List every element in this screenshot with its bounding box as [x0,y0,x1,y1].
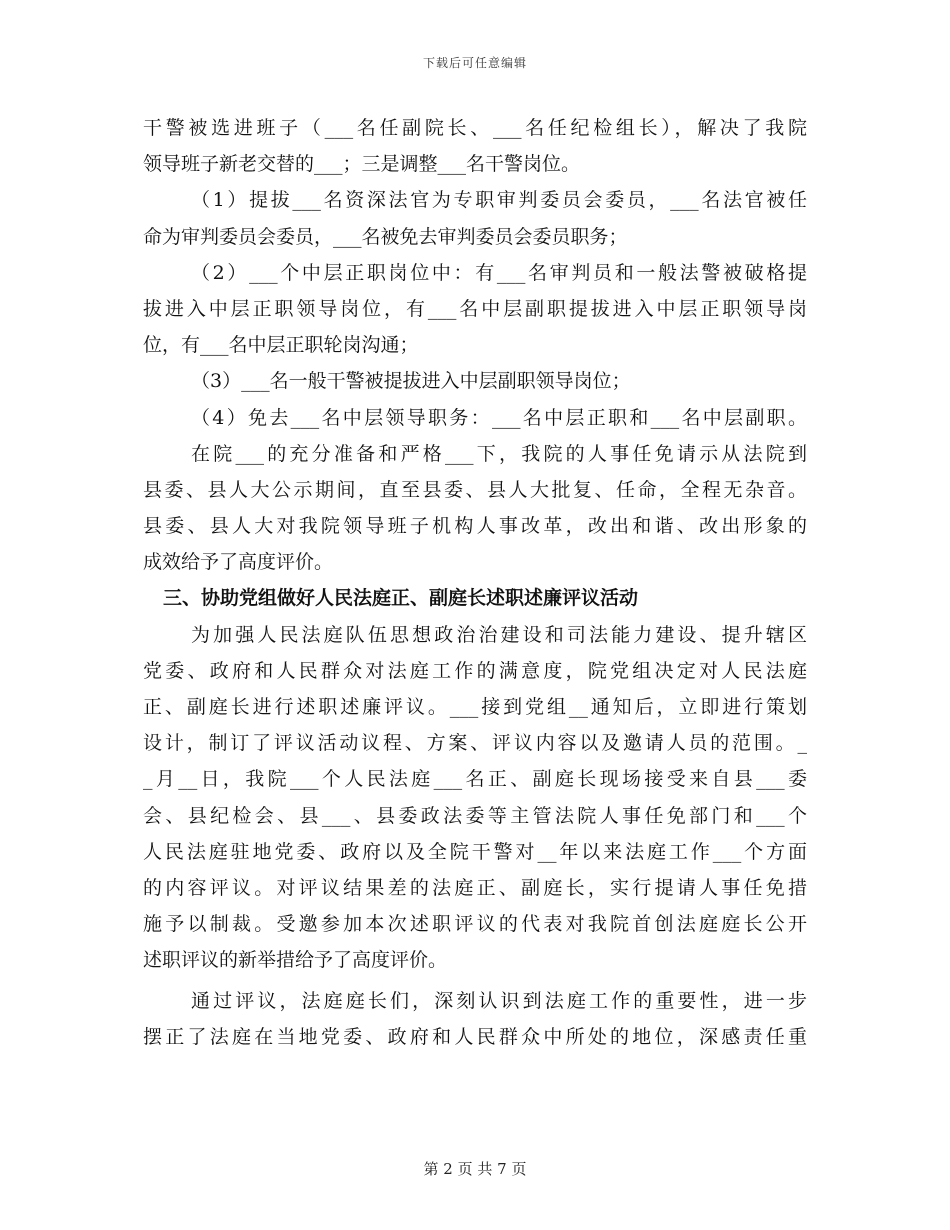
body-line: 在院___的充分准备和严格___下，我院的人事任免请示从法院到 [191,442,807,465]
body-line: 正、副庭长进行述职述廉评议。___接到党组__通知后，立即进行策划 [143,696,807,718]
body-line: （4）免去___名中层领导职务：___名中层正职和___名中层副职。 [191,406,807,429]
body-line: 的内容评议。对评议结果差的法庭正、副庭长，实行提请人事任免措 [143,876,807,899]
body-line: （3）___名一般干警被提拔进入中层副职领导岗位； [191,370,631,393]
body-line: _月__日，我院___个人民法庭___名正、副庭长现场接受来自县___委 [143,768,807,791]
body-line: 会、县纪检会、县___、县委政法委等主管法院人事任免部门和___个 [143,804,807,827]
body-line: 县委、县人大对我院领导班子机构人事改革，改出和谐、改出形象的 [143,515,807,538]
body-line: 施予以制裁。受邀参加本次述职评议的代表对我院首创法庭庭长公开 [143,913,807,936]
body-line: 干警被选进班子（___名任副院长、___名任纪检组长），解决了我院 [143,117,807,139]
section-heading: 三、协助党组做好人民法庭正、副庭长述职述廉评议活动 [163,587,639,610]
body-line: 位，有___名中层正职轮岗沟通； [143,334,419,357]
body-line: 党委、政府和人民群众对法庭工作的满意度，院党组决定对人民法庭 [143,659,807,682]
body-line: 领导班子新老交替的___；三是调整___名干警岗位。 [143,153,581,176]
body-line: 通过评议，法庭庭长们，深刻认识到法庭工作的重要性，进一步 [191,989,807,1012]
body-line: 设计，制订了评议活动议程、方案、评议内容以及邀请人员的范围。_ [143,732,807,755]
body-line: （1）提拔___名资深法官为专职审判委员会委员，___名法官被任 [191,189,807,212]
body-line: 人民法庭驻地党委、政府以及全院干警对__年以来法庭工作___个方面 [143,840,807,863]
body-line: 为加强人民法庭队伍思想政治治建设和司法能力建设、提升辖区 [191,623,807,646]
body-line: 拔进入中层正职领导岗位，有___名中层副职提拔进入中层正职领导岗 [143,297,807,320]
body-line: 县委、县人大公示期间，直至县委、县人大批复、任命，全程无杂音。 [143,478,807,501]
page-header: 下载后可任意编辑 [422,56,527,70]
body-line: 述职评议的新举措给予了高度评价。 [143,949,448,972]
page-footer: 第 2 页 共 7 页 [423,1160,527,1178]
body-line: （2）___个中层正职岗位中：有___名审判员和一般法警被破格提 [191,261,807,284]
body-line: 摆正了法庭在当地党委、政府和人民群众中所处的地位，深感责任重 [143,1025,807,1048]
document-body [143,110,807,1055]
body-line: 成效给予了高度评价。 [143,551,334,574]
body-line: 命为审判委员会委员，___名被免去审判委员会委员职务； [143,225,628,248]
